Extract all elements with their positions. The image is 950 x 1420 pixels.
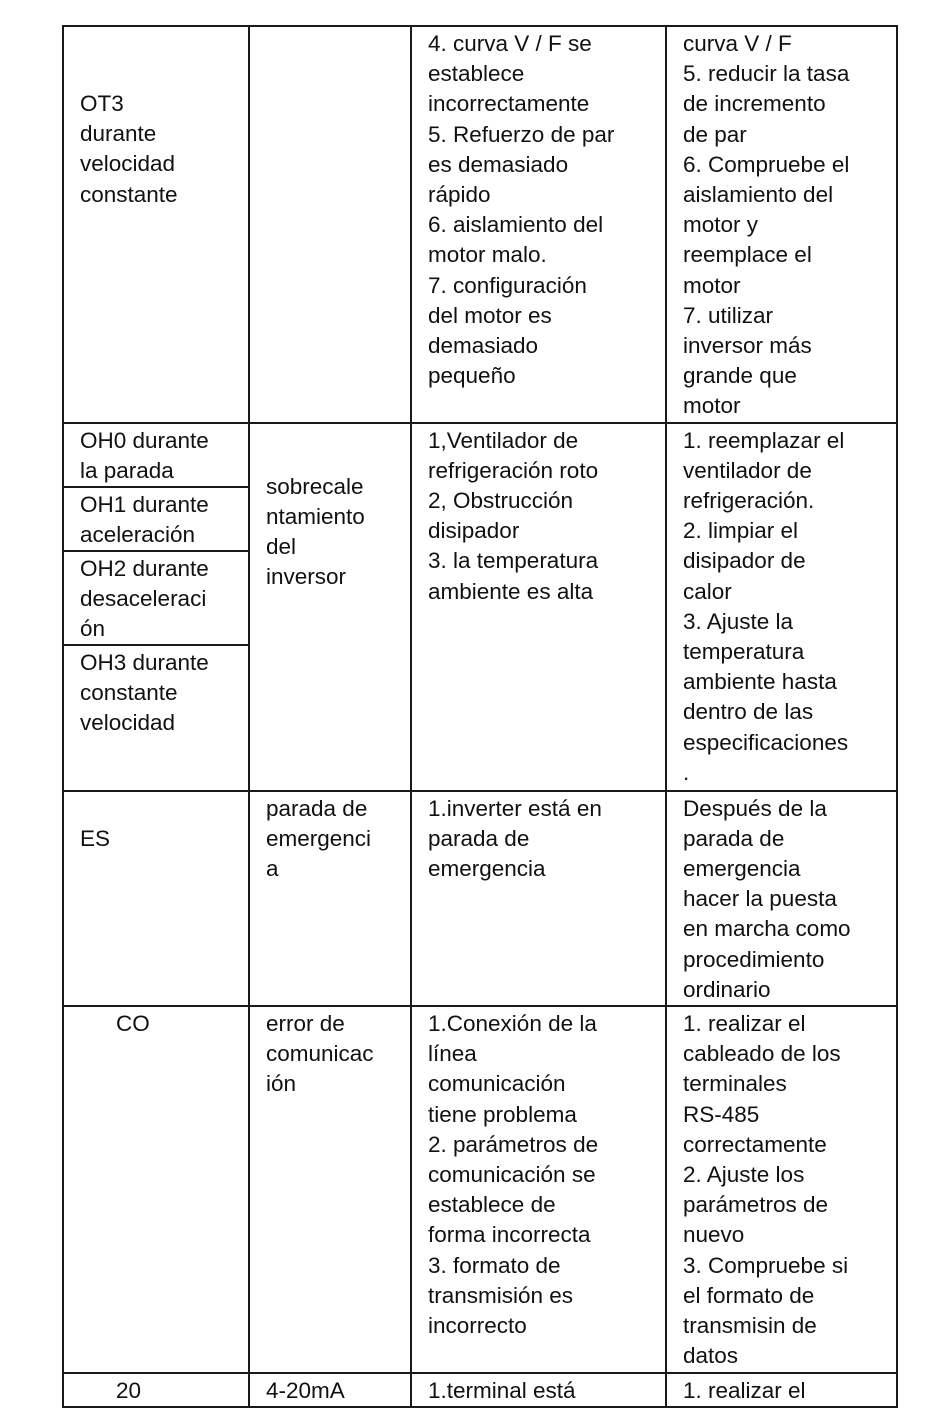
- fault-code: ES: [80, 825, 111, 851]
- fault-code-cell: [63, 26, 249, 423]
- fault-solutions-cell: [666, 26, 897, 423]
- fault-solutions-cell: [666, 791, 897, 1006]
- fault-solutions: 1. realizar el cableado de los terminales RS-485 correctamente 2. Ajuste los parámetros de nuevo 3. Compruebe si el formato de transmisin de datos: [683, 1011, 849, 1369]
- table-row: [63, 1373, 897, 1407]
- table-row: [63, 791, 897, 1006]
- fault-code: OH2 durante desaceleraci ón: [64, 552, 248, 646]
- table-row: [63, 423, 897, 791]
- fault-description: error de comunicac ión: [266, 1011, 374, 1097]
- fault-causes-cell: [411, 1373, 666, 1407]
- fault-code: OH0 durante la parada: [64, 424, 248, 488]
- fault-causes: 1.terminal está: [428, 1377, 576, 1403]
- table-row: [63, 26, 897, 423]
- fault-solutions-cell: [666, 423, 897, 791]
- fault-description-cell: [249, 791, 411, 1006]
- fault-solutions-cell: [666, 1006, 897, 1372]
- fault-description-cell: [249, 1006, 411, 1372]
- fault-causes: 1.inverter está en parada de emergencia: [428, 795, 602, 882]
- fault-code-cell: [63, 1006, 249, 1372]
- fault-description-cell: [249, 26, 411, 423]
- fault-code-stack: [64, 424, 248, 790]
- fault-code: 20: [116, 1377, 142, 1403]
- fault-description: [250, 27, 410, 29]
- table-row: [63, 1006, 897, 1372]
- fault-table: [62, 25, 898, 1408]
- fault-causes-cell: [411, 26, 666, 423]
- fault-code-cell: [63, 1373, 249, 1407]
- fault-causes-cell: [411, 791, 666, 1006]
- fault-code: CO: [116, 1011, 150, 1037]
- fault-solutions: Después de la parada de emergencia hacer la puesta en marcha como procedimiento ordinario: [683, 795, 851, 1002]
- fault-solutions-cell: [666, 1373, 897, 1407]
- fault-description: sobrecale ntamiento del inversor: [266, 473, 365, 590]
- fault-solutions: curva V / F 5. reducir la tasa de incremento de par 6. Compruebe el aislamiento del motor y reemplace el motor 7. utilizar inversor más grande que motor: [683, 31, 850, 419]
- fault-code: OH1 durante aceleración: [64, 488, 248, 552]
- fault-description: parada de emergenci a: [266, 795, 372, 882]
- fault-causes-cell: [411, 423, 666, 791]
- fault-code: OT3 durante velocidad constante: [80, 91, 178, 207]
- fault-causes: 1.Conexión de la línea comunicación tiene problema 2. parámetros de comunicación se establece de forma incorrecta 3. formato de transmisión es incorrecto: [428, 1011, 599, 1339]
- fault-code-cell: [63, 791, 249, 1006]
- fault-solutions: 1. realizar el: [683, 1377, 806, 1403]
- fault-causes: 1,Ventilador de refrigeración roto 2, Obstrucción disipador 3. la temperatura ambiente es alta: [428, 427, 599, 604]
- fault-solutions: 1. reemplazar el ventilador de refrigeración. 2. limpiar el disipador de calor 3. Ajuste la temperatura ambiente hasta dentro de las especificaciones .: [683, 427, 849, 785]
- fault-description-cell: [249, 423, 411, 791]
- fault-description-cell: [249, 1373, 411, 1407]
- fault-causes-cell: [411, 1006, 666, 1372]
- fault-description: 4-20mA: [266, 1377, 345, 1403]
- fault-causes: 4. curva V / F se establece incorrectamente 5. Refuerzo de par es demasiado rápido 6. aislamiento del motor malo. 7. configuración del motor es demasiado pequeño: [428, 31, 615, 389]
- fault-code: OH3 durante constante velocidad: [80, 649, 209, 736]
- fault-code-cell: [63, 423, 249, 791]
